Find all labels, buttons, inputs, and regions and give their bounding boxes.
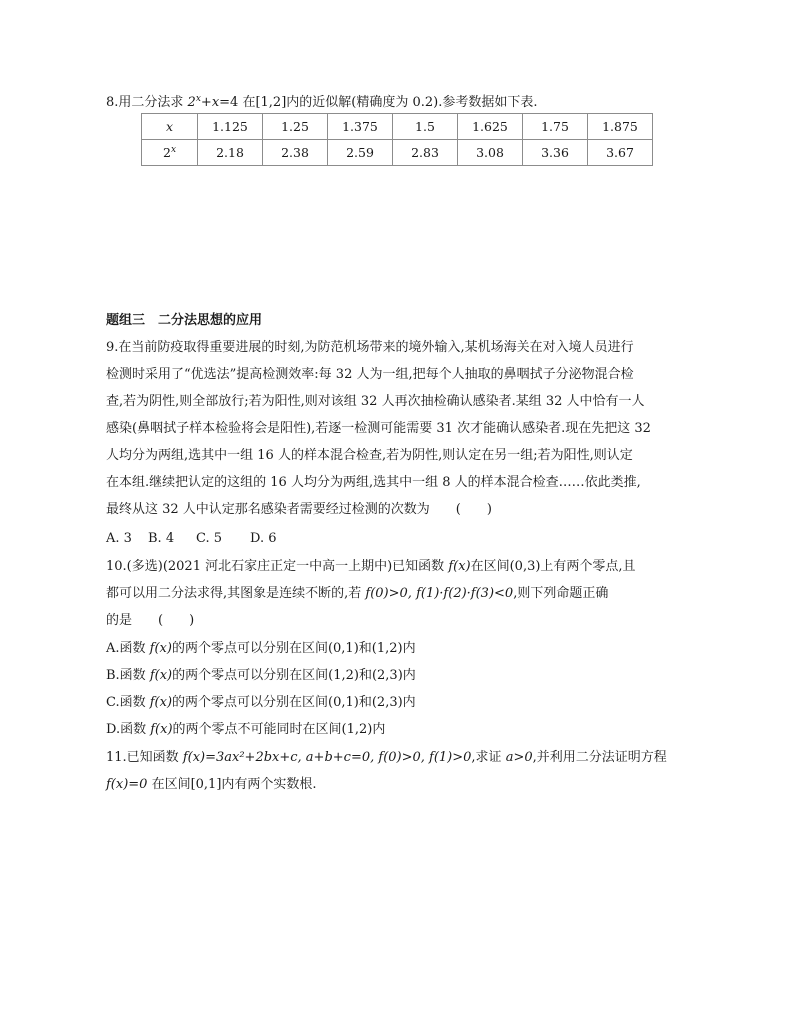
table-cell: 1.25 xyxy=(263,114,328,140)
table-cell: 1.375 xyxy=(328,114,393,140)
q10-option-f: f(x) xyxy=(149,641,172,656)
q8-eq-var: x xyxy=(211,95,220,110)
q9-line: 在本组.继续把认定的这组的 16 人均分为两组,选其中一组 8 人的样本混合检查……依此类推, xyxy=(106,475,641,490)
table-cell: 1.125 xyxy=(198,114,263,140)
table-header-2x-exp: x xyxy=(170,145,177,155)
q10-text: 都可以用二分法求得,其图象是连续不断的,若 xyxy=(106,586,366,601)
q11-math: f(x)=3ax²+2bx+c, a+b+c=0, f(0)>0, f(1)>0 xyxy=(182,750,472,765)
q10-option-post: 的两个零点不可能同时在区间(1,2)内 xyxy=(172,722,386,737)
table-cell: 2.59 xyxy=(328,140,393,166)
q11-line-1 xyxy=(106,749,667,767)
q10-option-post: 的两个零点可以分别在区间(1,2)和(2,3)内 xyxy=(172,668,416,683)
q10-option-pre: B.函数 xyxy=(106,668,150,683)
q10-fx: f(x) xyxy=(448,559,471,574)
q10-fprod: f(1)·f(2)·f(3)<0 xyxy=(416,586,514,601)
q10-option-f: f(x) xyxy=(149,668,173,683)
q9-option-b: B. 4 xyxy=(148,531,175,546)
q10-option-a xyxy=(106,640,416,658)
table-cell: 3.36 xyxy=(523,140,588,166)
q11-text: ,求证 xyxy=(471,750,506,765)
q10-f0: f(0)>0, xyxy=(365,586,412,601)
q8-eq-end: =4 xyxy=(219,95,239,110)
q9-option-c: C. 5 xyxy=(196,531,223,546)
table-cell: 2.38 xyxy=(263,140,328,166)
table-row-x xyxy=(142,114,653,140)
q8-eq-exp: x xyxy=(195,94,201,104)
q10-text: ,则下列命题正确 xyxy=(513,586,609,601)
q10-option-b xyxy=(106,667,416,685)
q8-suffix: 在[1,2]内的近似解(精确度为 0.2).参考数据如下表. xyxy=(238,95,538,110)
q10-option-f: f(x) xyxy=(149,695,173,710)
q11-cond: a>0 xyxy=(505,750,533,765)
table-header-x: x xyxy=(142,114,198,140)
table-cell: 1.875 xyxy=(588,114,653,140)
q9-options xyxy=(106,530,277,548)
q8-eq-base: 2 xyxy=(187,95,196,110)
q8-eq-plus: + xyxy=(200,95,212,110)
q10-option-d xyxy=(106,721,385,739)
table-cell: 3.67 xyxy=(588,140,653,166)
table-header-2x xyxy=(142,140,198,166)
q8-prefix: 8.用二分法求 xyxy=(106,95,188,110)
q10-option-pre: C.函数 xyxy=(106,695,150,710)
q8-stem xyxy=(106,90,538,112)
q10-option-post: 的两个零点可以分别在区间(0,1)和(2,3)内 xyxy=(172,695,416,710)
q10-line-1 xyxy=(106,558,636,576)
q9-line: 检测时采用了“优选法”提高检测效率:每 32 人为一组,把每个人抽取的鼻咽拭子分泌物混合检 xyxy=(106,367,634,382)
table-header-2x-base: 2 xyxy=(162,145,171,160)
q10-option-pre: D.函数 xyxy=(106,722,151,737)
q11-line-2 xyxy=(106,776,317,794)
table-cell: 2.18 xyxy=(198,140,263,166)
q9-line: 感染(鼻咽拭子样本检验将会是阳性),若逐一检测可能需要 31 次才能确认感染者.现在先把这 32 xyxy=(106,421,651,436)
table-cell: 1.5 xyxy=(393,114,458,140)
table-cell: 1.75 xyxy=(523,114,588,140)
q10-option-pre: A.函数 xyxy=(106,641,150,656)
q11-equation: f(x)=0 xyxy=(106,777,148,792)
reference-data-table xyxy=(141,113,653,166)
q10-option-f: f(x) xyxy=(150,722,173,737)
q10-text: 在区间(0,3)上有两个零点,且 xyxy=(470,559,636,574)
table-cell: 2.83 xyxy=(393,140,458,166)
q11-text: 在区间[0,1]内有两个实数根. xyxy=(147,777,317,792)
table-cell: 3.08 xyxy=(458,140,523,166)
q9-line: 最终从这 32 人中认定那名感染者需要经过检测的次数为 ( ) xyxy=(106,502,492,517)
q11-text: 11.已知函数 xyxy=(106,750,183,765)
q10-option-c xyxy=(106,694,416,712)
q11-text: ,并利用二分法证明方程 xyxy=(532,750,667,765)
q9-line: 9.在当前防疫取得重要进展的时刻,为防范机场带来的境外输入,某机场海关在对入境人员进行 xyxy=(106,340,634,355)
q10-option-post: 的两个零点可以分别在区间(0,1)和(1,2)内 xyxy=(171,641,416,656)
section-title: 题组三 二分法思想的应用 xyxy=(106,313,263,328)
table-row-2x xyxy=(142,140,653,166)
table-cell: 1.625 xyxy=(458,114,523,140)
q10-text: 10.(多选)(2021 河北石家庄正定一中高一上期中)已知函数 xyxy=(106,559,449,574)
q9-line: 人均分为两组,选其中一组 16 人的样本混合检查,若为阴性,则认定在另一组;若为阳性,则认定 xyxy=(106,448,633,463)
q9-option-a: A. 3 xyxy=(106,531,132,546)
q10-line-2 xyxy=(106,585,608,603)
q9-line: 查,若为阴性,则全部放行;若为阳性,则对该组 32 人再次抽检确认感染者.某组 32 人中恰有一人 xyxy=(106,394,645,409)
q9-option-d: D. 6 xyxy=(250,531,277,546)
q10-line-3: 的是 ( ) xyxy=(106,613,195,628)
